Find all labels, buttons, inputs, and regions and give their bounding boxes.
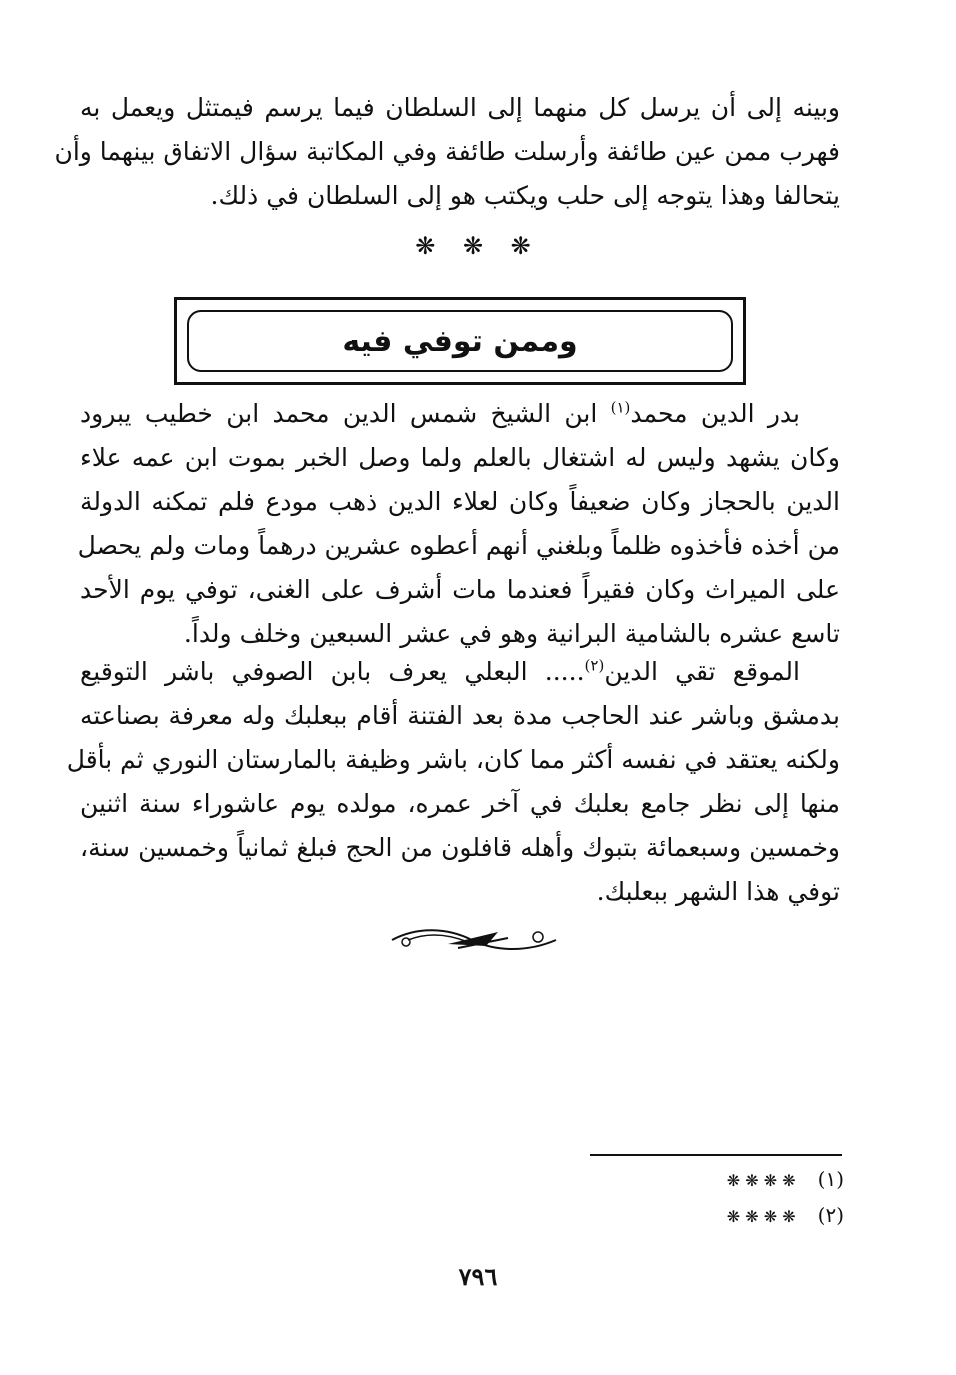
text-line [80,392,840,436]
text-line: من أخذه فأخذوه ظلماً وبلغني أنهم أعطوه عشرين درهماً ومات ولم يحصل [77,531,840,560]
text-line: تاسع عشره بالشامية البرانية وهو في عشر السبعين وخلف ولداً. [183,619,840,648]
intro-paragraph [54,86,840,218]
entry-paragraph-2 [66,650,840,914]
footnote-divider [590,1154,842,1156]
text-line: فهرب ممن عين طائفة وأرسلت طائفة وفي المكاتبة سؤال الاتفاق بينهما وأن [54,137,840,166]
section-heading-inner-frame [187,310,733,372]
footnote-2 [584,1201,844,1231]
text-line: وكان يشهد وليس له اشتغال بالعلم ولما وصل الخبر بموت ابن عمه علاء [80,443,840,472]
text-line: يتحالفا وهذا يتوجه إلى حلب ويكتب هو إلى السلطان في ذلك. [210,181,840,210]
section-separator-stars: ❋ ❋ ❋ [415,232,541,260]
footnote-number: (١) [817,1167,844,1191]
text-line: ولكنه يعتقد في نفسه أكثر مما كان، باشر وظيفة بالمارستان النوري ثم بأقل [66,745,840,774]
footnote-text: ❋ ❋ ❋ ❋ [726,1207,796,1226]
footnote-1 [584,1165,844,1195]
text-line: الدين بالحجاز وكان ضعيفاً وكان لعلاء الدين ذهب مودع فلم تمكنه الدولة [80,487,840,516]
text-fragment: ابن الشيخ شمس الدين محمد ابن خطيب يبرود [80,399,611,428]
flourish-ornament-icon [388,922,560,958]
section-title: وممن توفي فيه [342,323,578,359]
entry-paragraph-1 [77,392,840,656]
footnote-text: ❋ ❋ ❋ ❋ [726,1171,796,1190]
footnote-ref-2[interactable]: (٢) [584,656,605,675]
text-line: توفي هذا الشهر ببعلبك. [596,877,840,906]
footnote-ref-1[interactable]: (١) [610,398,631,417]
footnote-number: (٢) [817,1203,844,1227]
text-line: على الميراث وكان فقيراً فعندما مات أشرف على الغنى، توفي يوم الأحد [80,575,840,604]
section-heading-frame [174,297,746,385]
page-number: ٧٩٦ [458,1262,498,1291]
text-line: بدمشق وباشر عند الحاجب مدة بعد الفتنة أقام ببعلبك وله معرفة بصناعته [80,701,840,730]
text-line: وخمسين وسبعمائة بتبوك وأهله قافلون من الحج فبلغ ثمانياً وخمسين سنة، [80,833,840,862]
entry-name: الموقع تقي الدين [604,657,800,686]
text-line: منها إلى نظر جامع بعلبك في آخر عمره، مولده يوم عاشوراء سنة اثنين [80,789,840,818]
text-line: وبينه إلى أن يرسل كل منهما إلى السلطان فيما يرسم فيمتثل ويعمل به [80,93,840,122]
entry-name: بدر الدين محمد [630,399,800,428]
text-line [80,650,840,694]
text-fragment: ..... البعلي يعرف بابن الصوفي باشر التوقيع [80,657,585,686]
